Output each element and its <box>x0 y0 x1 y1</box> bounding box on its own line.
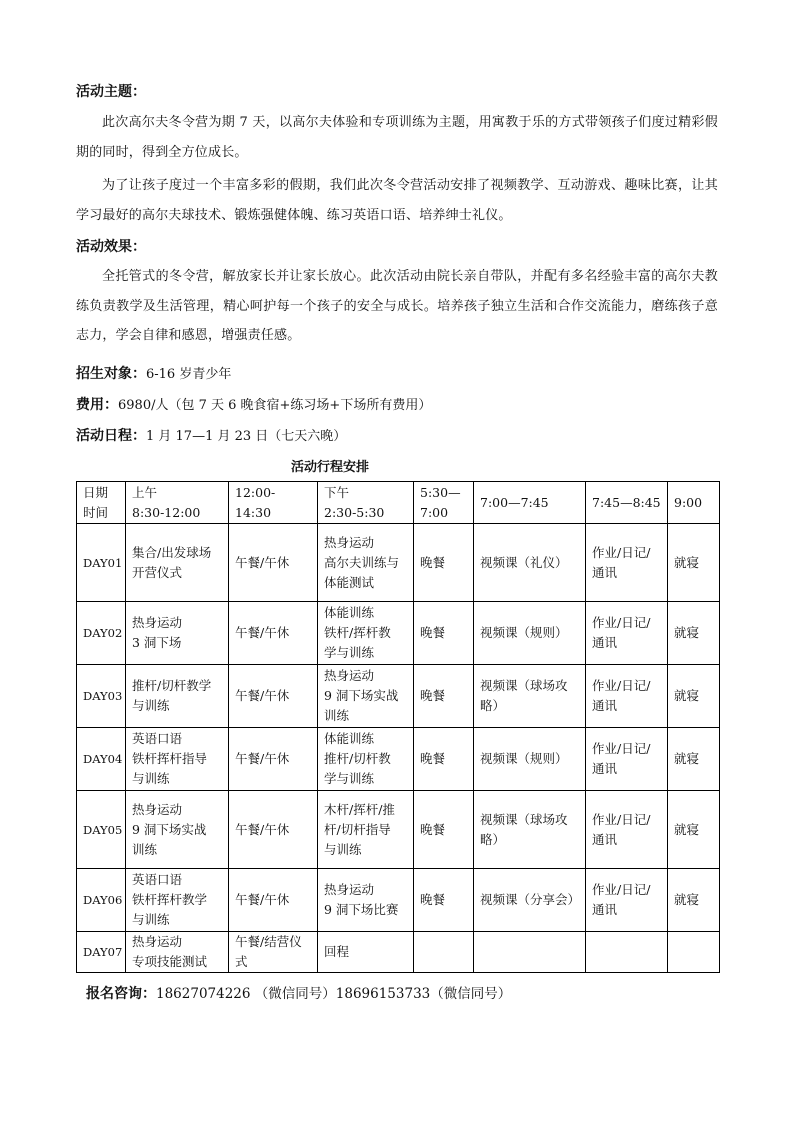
video-cell: 视频课（规则） <box>474 728 586 791</box>
morning-cell: 英语口语 铁杆挥杆指导 与训练 <box>126 728 229 791</box>
schedule-row <box>77 602 720 665</box>
dinner-cell: 晚餐 <box>414 524 474 602</box>
video-cell <box>474 932 586 973</box>
afternoon-cell: 体能训练 推杆/切杆教 学与训练 <box>318 728 414 791</box>
sleep-cell <box>668 932 720 973</box>
noon-cell: 午餐/结营仪 式 <box>229 932 318 973</box>
dinner-cell: 晚餐 <box>414 602 474 665</box>
enrollment-label: 招生对象： <box>76 366 146 382</box>
dates-line <box>76 426 346 447</box>
schedule-table <box>76 481 720 973</box>
header-noon: 12:00-14:30 <box>229 482 318 524</box>
fee-line <box>76 395 431 416</box>
homework-cell: 作业/日记/ 通讯 <box>586 728 668 791</box>
afternoon-cell: 热身运动 高尔夫训练与 体能测试 <box>318 524 414 602</box>
noon-cell: 午餐/午休 <box>229 524 318 602</box>
effect-heading: 活动效果： <box>76 239 146 255</box>
afternoon-cell: 热身运动 9 洞下场实战 训练 <box>318 665 414 728</box>
header-dinner: 5:30— 7:00 <box>414 482 474 524</box>
contact-value: 18627074226 （微信同号）18696153733（微信同号） <box>156 986 512 1002</box>
sleep-cell: 就寝 <box>668 602 720 665</box>
noon-cell: 午餐/午休 <box>229 791 318 869</box>
header-morning: 上午 8:30-12:00 <box>126 482 229 524</box>
afternoon-cell: 热身运动 9 洞下场比赛 <box>318 869 414 932</box>
morning-cell: 推杆/切杆教学 与训练 <box>126 665 229 728</box>
schedule-row <box>77 665 720 728</box>
schedule-title: 活动行程安排 <box>290 460 369 475</box>
theme-heading: 活动主题： <box>76 84 146 100</box>
schedule-row <box>77 524 720 602</box>
effect-paragraph: 全托管式的冬令营，解放家长并让家长放心。此次活动由院长亲自带队，并配有多名经验丰富的高尔夫教练负责教学及生活管理，精心呵护每一个孩子的安全与成长。培养孩子独立生活和合作交流能力，磨练孩子意志力，学会自律和感恩，增强责任感。 <box>76 269 718 343</box>
contact-line <box>86 984 511 1004</box>
schedule-header-row <box>77 482 720 524</box>
day-cell: DAY07 <box>77 932 126 973</box>
sleep-cell: 就寝 <box>668 728 720 791</box>
afternoon-cell: 回程 <box>318 932 414 973</box>
dinner-cell: 晚餐 <box>414 869 474 932</box>
day-cell: DAY05 <box>77 791 126 869</box>
schedule-row <box>77 932 720 973</box>
enrollment-value: 6-16 岁青少年 <box>146 367 232 382</box>
noon-cell: 午餐/午休 <box>229 869 318 932</box>
header-night: 9:00 <box>668 482 720 524</box>
schedule-row <box>77 728 720 791</box>
homework-cell: 作业/日记/ 通讯 <box>586 791 668 869</box>
header-date-time: 日期 时间 <box>77 482 126 524</box>
dates-value: 1 月 17—1 月 23 日（七天六晚） <box>146 429 347 444</box>
noon-cell: 午餐/午休 <box>229 602 318 665</box>
homework-cell: 作业/日记/ 通讯 <box>586 869 668 932</box>
sleep-cell: 就寝 <box>668 791 720 869</box>
schedule-row <box>77 791 720 869</box>
contact-label: 报名咨询： <box>86 986 156 1002</box>
morning-cell: 热身运动 专项技能测试 <box>126 932 229 973</box>
homework-cell: 作业/日记/ 通讯 <box>586 665 668 728</box>
sleep-cell: 就寝 <box>668 869 720 932</box>
morning-cell: 热身运动 3 洞下场 <box>126 602 229 665</box>
day-cell: DAY03 <box>77 665 126 728</box>
header-afternoon: 下午 2:30-5:30 <box>318 482 414 524</box>
morning-cell: 热身运动 9 洞下场实战 训练 <box>126 791 229 869</box>
morning-cell: 集合/出发球场 开营仪式 <box>126 524 229 602</box>
video-cell: 视频课（球场攻 略） <box>474 791 586 869</box>
homework-cell: 作业/日记/ 通讯 <box>586 524 668 602</box>
day-cell: DAY06 <box>77 869 126 932</box>
afternoon-cell: 体能训练 铁杆/挥杆教 学与训练 <box>318 602 414 665</box>
day-cell: DAY02 <box>77 602 126 665</box>
video-cell: 视频课（礼仪） <box>474 524 586 602</box>
header-evening-1: 7:00—7:45 <box>474 482 586 524</box>
noon-cell: 午餐/午休 <box>229 728 318 791</box>
sleep-cell: 就寝 <box>668 665 720 728</box>
morning-cell: 英语口语 铁杆挥杆教学 与训练 <box>126 869 229 932</box>
fee-value: 6980/人（包 7 天 6 晚食宿+练习场+下场所有费用） <box>118 398 432 413</box>
dinner-cell <box>414 932 474 973</box>
theme-paragraph-1: 此次高尔夫冬令营为期 7 天，以高尔夫体验和专项训练为主题，用寓教于乐的方式带领孩子们度过精彩假期的同时，得到全方位成长。 <box>76 115 718 160</box>
dinner-cell: 晚餐 <box>414 728 474 791</box>
dinner-cell: 晚餐 <box>414 791 474 869</box>
homework-cell: 作业/日记/ 通讯 <box>586 602 668 665</box>
fee-label: 费用： <box>76 397 118 413</box>
video-cell: 视频课（分享会） <box>474 869 586 932</box>
dinner-cell: 晚餐 <box>414 665 474 728</box>
dates-label: 活动日程： <box>76 428 146 444</box>
sleep-cell: 就寝 <box>668 524 720 602</box>
enrollment-line <box>76 364 231 385</box>
afternoon-cell: 木杆/挥杆/推 杆/切杆指导 与训练 <box>318 791 414 869</box>
theme-paragraph-2: 为了让孩子度过一个丰富多彩的假期，我们此次冬令营活动安排了视频教学、互动游戏、趣味比赛，让其学习最好的高尔夫球技术、锻炼强健体魄、练习英语口语、培养绅士礼仪。 <box>76 178 718 223</box>
day-cell: DAY01 <box>77 524 126 602</box>
day-cell: DAY04 <box>77 728 126 791</box>
header-evening-2: 7:45—8:45 <box>586 482 668 524</box>
schedule-row <box>77 869 720 932</box>
noon-cell: 午餐/午休 <box>229 665 318 728</box>
video-cell: 视频课（规则） <box>474 602 586 665</box>
homework-cell <box>586 932 668 973</box>
video-cell: 视频课（球场攻 略） <box>474 665 586 728</box>
